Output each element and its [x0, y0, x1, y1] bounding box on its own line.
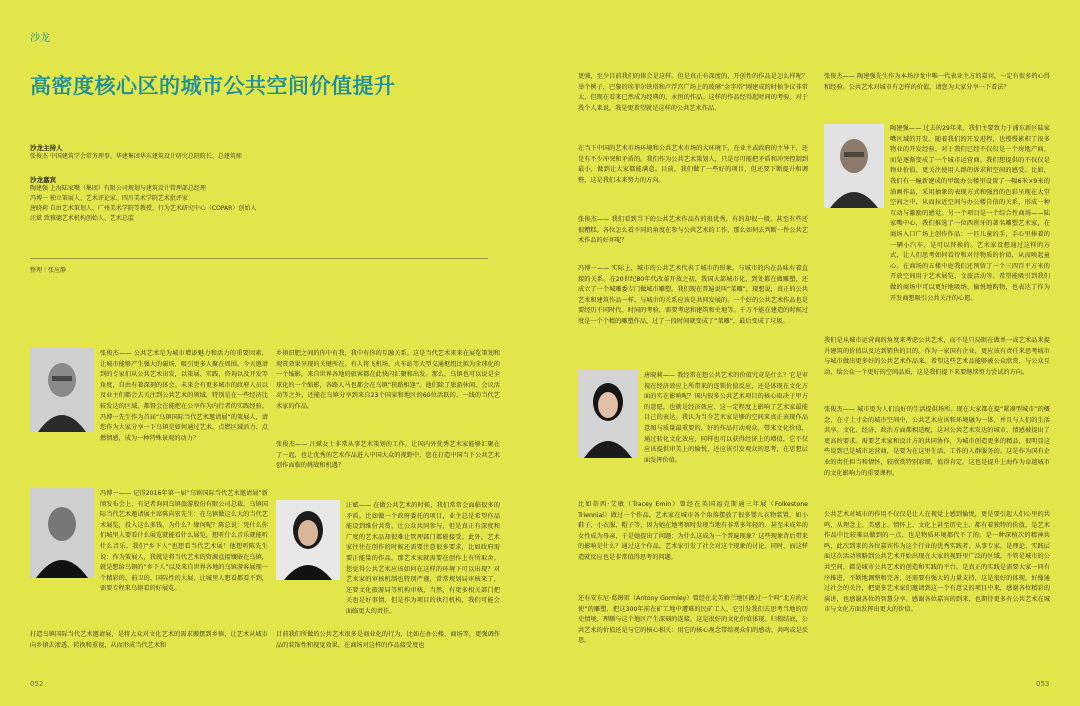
paragraph: 目前我们所做的公共艺术很多是商业化的行为，比如在办公楼、商场等，更强调作品的装饰性和视觉效果，在商场对这样的作品接受度也	[276, 631, 500, 649]
portrait-wang	[276, 500, 340, 580]
portrait-image	[276, 500, 340, 580]
portrait-zhang	[30, 348, 94, 432]
paragraph: 更强，至少目前我们的体会是这样。但是真正有深度的、开创性的作品是怎么样呢？举个例子，巴黎的埃菲尔铁塔和卢浮宫广场上的玻璃“金字塔”刚建成的时候争议非常大，但现在看来已然成为经典的、永恒的作品。这样的作品经得起时间的考验。对于我个人来说，我是更希望就是这样的公共艺术作品。	[578, 73, 808, 112]
editor-credit: 整理｜张应静	[30, 267, 67, 274]
guests-label: 沙龙嘉宾	[30, 176, 56, 184]
paragraph: 乡镇旧肥之间的你中有我，我中有你的互融关系。这是当代艺术来来在展览策划和观赏效果呈现的关键所在。有人将飞机场、火车站等大型交通枢纽比拟为全球化的一个缩影，来自世界各地的旅客都在此快闪汇聚和出发。那么，乌镇也可以说是全球化的一个缩影，各路人马也都会在乌镇“狭路相逢”。他们除了旅游休闲、会议活动等之外，还能在乌镇分享到来自23个国家和地区的60位活跃的、一线的当代艺术家的作品。	[276, 350, 500, 410]
host-label: 沙龙主持人	[30, 144, 63, 152]
portrait-feng	[30, 488, 94, 578]
paragraph: 张俊杰—— 我们看到当下的公共艺术作品有的很优秀，有的却很一般，甚至有些还很糟糕。各位怎么看不同的角度在参与公共艺术的工作，那么如何去判断一件公共艺术作品的好坏呢？	[578, 216, 808, 245]
credits-block	[30, 143, 490, 224]
portrait-image	[30, 348, 94, 432]
paragraph: 张俊杰—— 城市更为人们良好的生活提供场所。现在大家都在提“紧凑型城市”的概念，在寸土寸金的城市空间中，公共艺术应该和环境融为一体，并且与人们的生活共享。文化、经济、政治方面都相适配，这对公共艺术发达的城市，情感被提出了更高的要求。需要艺术家和设计方的共同协作，为城市创造更多的精品，很明显这些说到已是城市运营商，是要为在这里生活、工作的人群服务的。这是作为国有企业的责任担当和情怀，较欣赏特别彩细，值得肯定。这也是提升上海作为卓越城市的文化影响力的重要课程。	[824, 406, 1050, 477]
paragraph: 汪斌—— 在做公共艺术的时候，我们常常会面临很多的矛盾。比如做一个政府委托的项目，业主总是希望作品能设到维份共赏，让公众共同参与，但是真正有深度和广度的艺术品却很难让管理部门都能接受。此外，艺术家往往在创作的时候还需要注意很多要求，比如政府需要正能量的作品，那艺术家就需要在创作上有所取舍。您觉得公共艺术应该如何在这样的环境下可以出现？对艺术家的审核机制也特别严谨，常常规划局审核来了，还要文化旅游局等机构审核，当然，有更多相关部门把关也是好事情，但是作为项目的执行机构，我们可能会面临更大的责任。	[346, 502, 500, 615]
paragraph: 张俊杰—— 汪斌女士非常从事艺术策划的工作，让国内外优秀艺术家能够汇聚在了一起，也让优秀的艺术作品进入中国大众的视野中，您在打造中国当下公共艺术创作面临的挑战和机遇？	[276, 441, 500, 470]
paragraph: 我们是从城市运营商的角度来考虑公共艺术，而不是只局限在做单一或艺术品来提升建筑的价值以及达到销售的目的。作为一家国有企业，更应该有责任来思考城市与城市做出更多好的公共艺术作品来。希望这些艺术品能够被公众欣赏，与公众互动，给公众一个更好的空间品质，这是我们提下来要继续努力尝试的方向。	[824, 337, 1050, 376]
paragraph: 张俊杰—— 陶建强先生作为本场沙龙中唯一代表业主方的嘉宾，一定有很多的心得和经验。公共艺术对城市有怎样的价值，请您为大家分享一下看法？	[824, 73, 1050, 91]
paragraph: 张俊杰—— 公共艺术是为城市增添魅力和活力的重要因素，让城市能够产生强大的磁场，吸引更多人聚在周围。今天邀请到的专家们从公共艺术出发，以策展、实践、咨询以及开发等角度，自由有着深刻的体会。未来会有更多城市的政府人员以及业主们都会去关注到公共艺术的领域，特别是在一些经济比较发达的区域，都督会在能把在公享作为内行者的实践经验。冯博一先生作为首届“乌镇国际当代艺术邀请展”的策展人，请您作为大家分享一下乌镇是如何通过艺术，点燃区域活力、点燃情感，成为一种特殊景观的动力？	[100, 350, 268, 442]
paragraph: 打造乌镇国际当代艺术邀请展，是将大众对文化艺术的需求搬摆到乡镇，让艺术从城市向乡镇去渗透、转换和重视，从而形成当代艺术和	[30, 631, 268, 649]
section-tag: 沙龙	[30, 33, 50, 44]
guest-info: 陶建强 上海陆家嘴（集团）有限公司规划与建筑设计管理部总经理	[30, 185, 206, 192]
paragraph: 唐晓莉—— 我经常在想公共艺术的价值究竟是什么？它是审视在经济效应上所带来的连锁价值反应，还是体现在文化方面的实在影响呢？国内很多公共艺术项目的核心取决于甲方的意愿，也就是经济效应，这一定程度上影响了艺术家最能目己的表达。我认为当今艺术家是够的空间来真正表现作品意图与质量最重要的。好的作品打动观众，带来文化价值，通过转化文化效应，同样也可以获得经济上的增值，它不仅应该提供审美上的愉悦，还应该引发观众的思考，在思想层面发挥价值。	[644, 372, 808, 464]
paragraph	[30, 436, 268, 476]
paragraph: 冯博一—— 实际上，城市的公共艺术代表了城市的形象，与城市的内在品味有着直接的关系。在20世纪80年代改革开放之初，我国大部城市化，到处都在做雕塑，还成立了一个城雕委专门做城市雕塑。我们现在普遍说叫“菜雕”，现想说，真正的公共艺术和建筑作品一样，与城市的关系应该是共同发展的。一个好的公共艺术作品也是要经历不同时代、时间的考验，需要考虑和建筑和史地等。千万不能在建造的时候过度是一个个精的雕塑作品，过了一段时间就变成了“菜雕”，最后变成了垃圾。	[578, 265, 808, 325]
guest-info: 汪斌 致雅德艺术机构创始人、艺术总监	[30, 215, 134, 222]
page-number-right: 053	[1036, 680, 1050, 688]
page-number-left: 052	[30, 680, 44, 688]
portrait-image	[30, 488, 94, 578]
paragraph: 公共艺术对城市的作用不仅仅是让人在视觉上感到愉悦，更是要引起人们心里的共鸣，从理念上、美感上、情怀上、文化上甚至历史上，都有着独特的价值，是艺术作品中比较难以做到的一点，也是物质环境都代不了的。是一种深植次的精神共鸣，此次到来的各位嘉宾作为这个行业的优秀实践者、从事专家，是理论、实践层面这次活动领略到公共艺术开始出现在大家的视野里广泛的区域。不管是城市的公共空间，都是城市公共艺术的创造和实践的平台。是真正的实践是需要大家一同有序推进，不断地调整和完善，还需要有强大的力量支持，这是很好的体现，好像通过社会的关注，把更多艺术家们邀请到这一个有意义的项目中来，感谢各位精彩的演讲，也感谢各位的智慧分享。感谢各位嘉宾的到来，也期待更多有公共艺术在城市与文化方面发挥出更大的价值。	[824, 511, 1050, 614]
paragraph: 在当下中国的艺术市场环境和公共艺术市场的大环境下，在业主或政府的主导下，还是有不少冲突和矛盾的。我们作为公共艺术策划人，只是尽可能把矛盾和冲突控制到最小，做到让大家都能满意。目前，我们做了一些好的项目，但还要下断提升和调整，这是我们未来努力的方向。	[578, 145, 808, 184]
paragraph: 陶建强—— 过去的29年来，我们主要致力于浦东新区陆家嘴区域的开发。随着我们的开发进程，也慢慢累积了很多物业的开发经验。对于我们已经不仅仅是一个房地产商，而是逐渐变成了一个城市运营商。我们想提供的不仅仅是物业价值。更关注使用人群的诉求和空间的感受。比如，我们有一幢新建成的甲级办公楼里设置了一幅6米×9米的油画作品，采用抽象的表现方式和强烈的色彩呈现在大堂空间之中，从而拉近空间与办公楼自信的关系，形成一种互动与激励的感觉。另一个项目是一个综合性商场——陆家嘴中心，我们推选了一位西班牙的著名雕塑艺术家，在商场入口广场上创作作品：一匹儿童的手，手心里捧着的一辆小汽车，是可以替换的。艺术家设想通过这样的方式，让人们思考如何看待和对待物质的价值，从而唤起童心。在商场的五楼中庭我们还预留了一个三四百平方米的开放空间用于艺术展览、文旅活动等。希望能吸引到我们做的商场中可以更好地吸纳、愉悦地购物，也表达了作为开发商想吸引公共关注的心愿。	[890, 125, 1050, 302]
host-info: 张俊杰 中国建筑学会常务理事、华建集团华东建筑设计研究总院院长、总建筑师	[30, 153, 242, 160]
paragraph: 冯博一—— 记得2016年第一届“乌镇国际当代艺术邀请展”新闻发布会上，有记者询问乌镇旅游股份有限公司总裁、乌镇国际当代艺术邀请展主席陈向宏先生：在乌镇做这么大的当代艺术展览，投入这么多钱，为什么？缘何呢？陈总说：凭什么你们城里人要看什么展览就能看什么展览，想听什么音乐就能听什么音乐。我们“乡下人”也想看当代艺术展！他想听陈先生说：作为策展人，我就是将当代艺术的资源直接镶嵌在乌镇，就是想给乌镇的“乡下人”以及来自世界各地的乌镇游客展现一个精彩的、前卫的、国际性的大展，让城里人想看都看不到，需要专程来乌镇看的好展览。	[100, 490, 268, 593]
page-title: 高密度核心区的城市公共空间价值提升	[30, 74, 396, 98]
guest-info: 唐晓莉 自由艺术策划人、广州美术学院等教授、行为艺术研究中心（COPAR）创始人	[30, 205, 257, 212]
divider	[30, 258, 488, 259]
guest-info: 冯博一 独立策展人、艺术评论家、四川美术学院艺术批评家	[30, 195, 188, 202]
paragraph: 还有安东尼·葛姆雷（Antony Gormley）曾经在北英格兰地区做过一个叫“北方的天使”的雕塑，把这300年前在矿工地中遭难的民矿工人，它引发我们去思考当地的历史情境，理顺与这个地区产生深刻的连接。这是很好的文化价值体现。归根结底，公共艺术的价值还是与它的核心相关：用它的核心观念带给观众们的感动、共鸣或是反思。	[578, 595, 808, 645]
paragraph: 比如蒂西·艾敏（Tracey Emin）曾经在英国福克斯通三年展（Folkestone Triennial）做过一个作品，艺术家在城市各个角落摆放了很多婴儿衣物装置，如小鞋子、小衣服、帽子等，因为她在地考察时发现当地有非常多年轻的、甚至未成年的女性成为母亲，于是她提出了问题：为什么这成为一个普遍现象？这些现象背后带来的影响是什么？通过这个作品，艺术家引发了社会对这个现象的讨论，同时，而这样造就反应也是非常值得思考的问题。	[578, 501, 808, 561]
